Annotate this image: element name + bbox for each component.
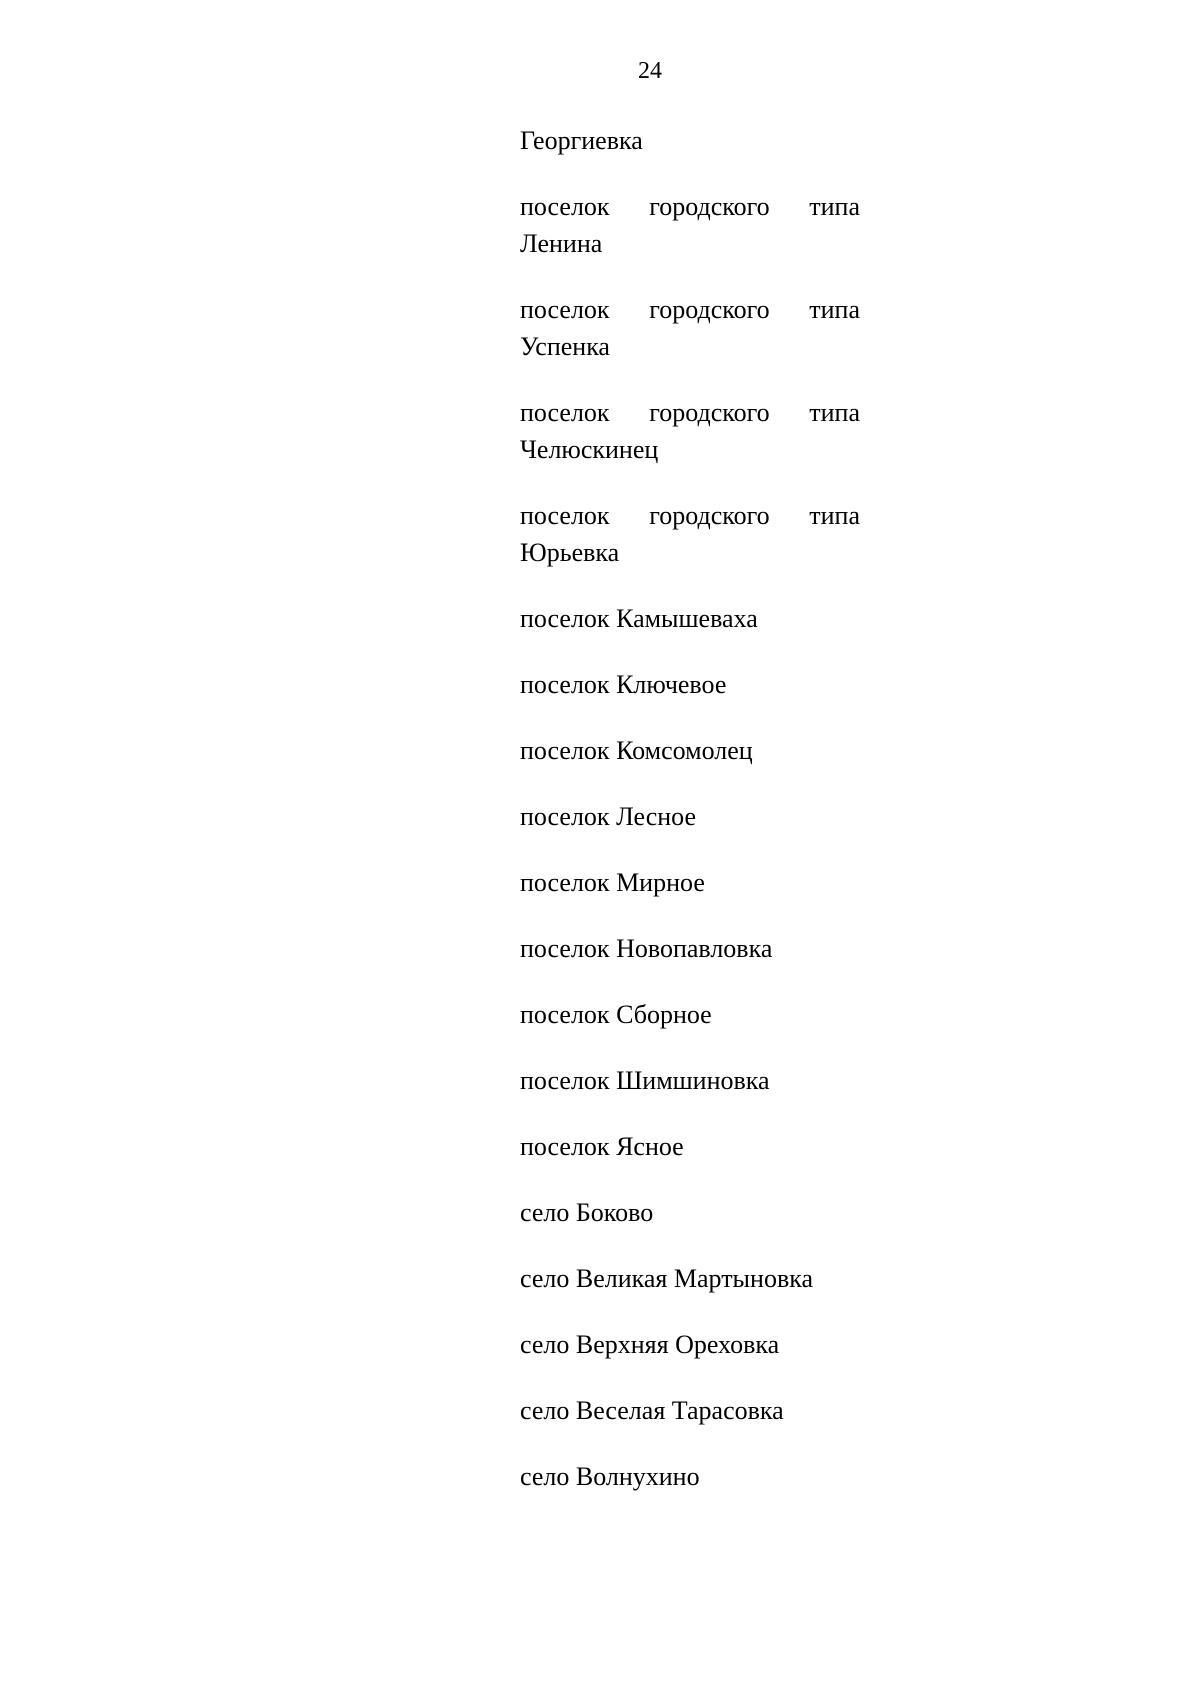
list-item: поселок Ясное <box>520 1132 684 1161</box>
list-item: поселок Мирное <box>520 868 705 897</box>
page-number: 24 <box>638 58 662 84</box>
list-item: село Боково <box>520 1198 654 1227</box>
list-item-line: Успенка <box>520 332 610 361</box>
list-item-line: Ленина <box>520 229 603 258</box>
list-item <box>520 394 860 468</box>
list-item: Георгиевка <box>520 126 643 155</box>
list-item: поселок Лесное <box>520 802 697 831</box>
list-item <box>520 497 860 571</box>
list-item-line: поселок городского типа <box>520 398 860 427</box>
list-item <box>520 188 860 262</box>
list-item-line: Юрьевка <box>520 538 620 567</box>
list-item: село Волнухино <box>520 1462 700 1491</box>
settlement-list <box>520 122 860 1524</box>
list-item: поселок Шимшиновка <box>520 1066 770 1095</box>
list-item-line: поселок городского типа <box>520 192 860 221</box>
list-item: село Великая Мартыновка <box>520 1264 813 1293</box>
list-item: поселок Ключевое <box>520 670 727 699</box>
list-item: поселок Комсомолец <box>520 736 753 765</box>
list-item-line: Челюскинец <box>520 435 659 464</box>
list-item: село Верхняя Ореховка <box>520 1330 780 1359</box>
list-item: поселок Сборное <box>520 1000 712 1029</box>
list-item-line: поселок городского типа <box>520 501 860 530</box>
list-item: поселок Камышеваха <box>520 604 758 633</box>
list-item <box>520 291 860 365</box>
list-item: поселок Новопавловка <box>520 934 773 963</box>
list-item: село Веселая Тарасовка <box>520 1396 784 1425</box>
list-item-line: поселок городского типа <box>520 295 860 324</box>
